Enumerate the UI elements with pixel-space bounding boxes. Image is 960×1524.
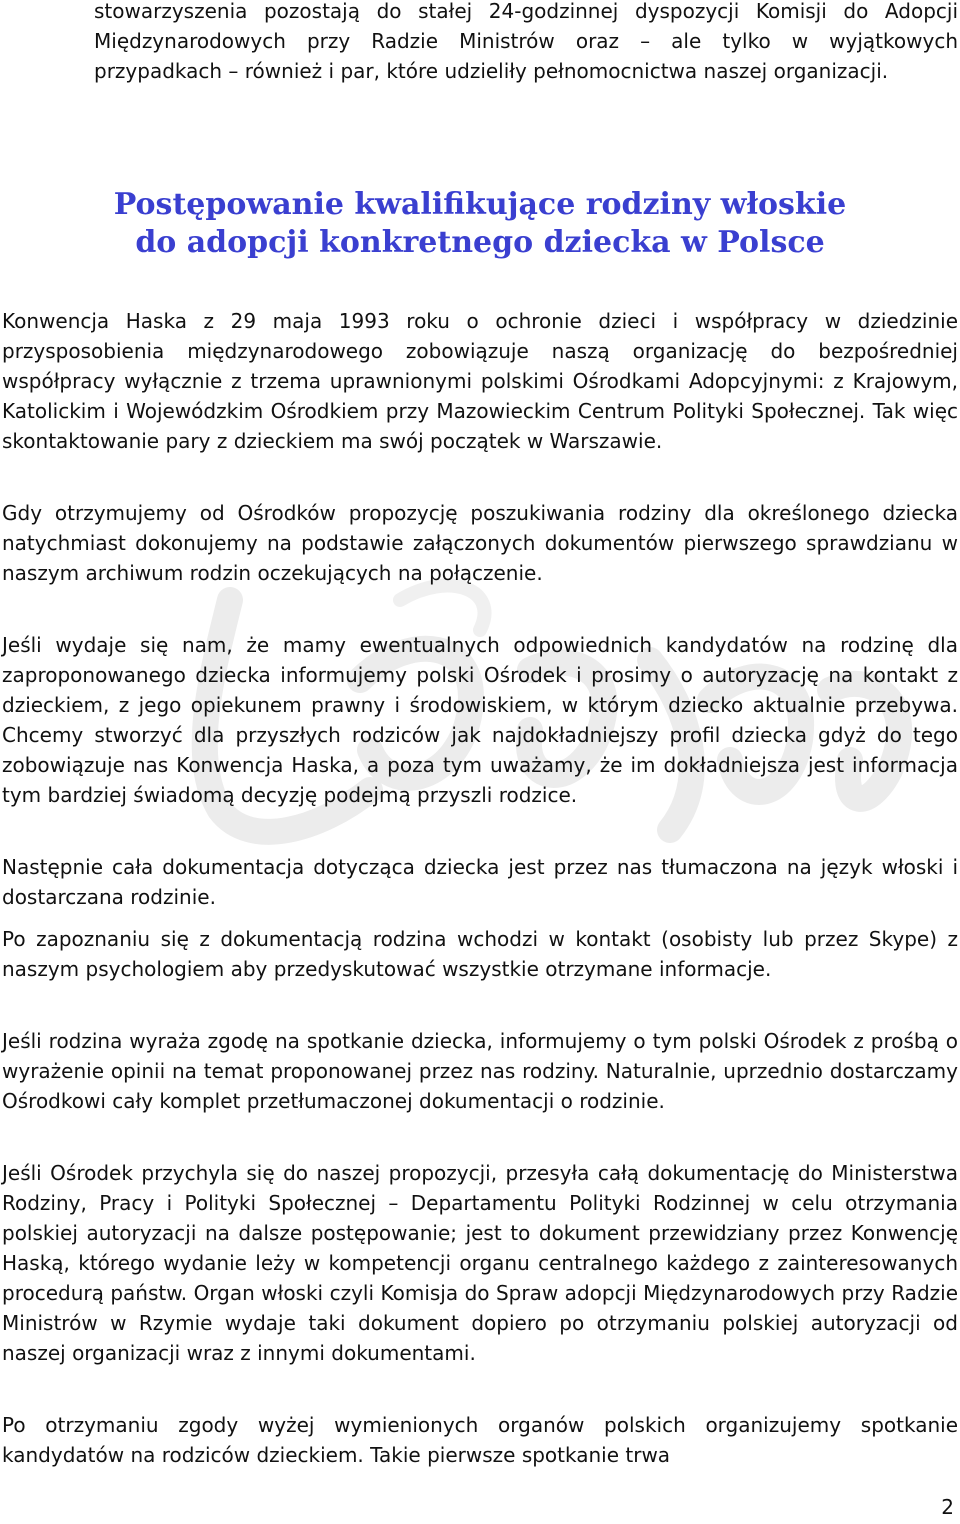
paragraph-6: Jeśli rodzina wyraża zgodę na spotkanie dziecka, informujemy o tym polski Ośrodek z prośbą o wyrażenie opinii na temat proponowanej przez nas rodziny. Naturalnie, uprzednio dostarczamy Ośrodkowi cały komplet przetłumaczonej dokumentacji o rodzinie. — [2, 1029, 958, 1113]
paragraph-2: Gdy otrzymujemy od Ośrodków propozycję poszukiwania rodziny dla określonego dziecka natychmiast dokonujemy na podstawie załączonych dokumentów pierwszego sprawdzianu w naszym archiwum rodzin oczekujących na połączenie. — [2, 501, 958, 585]
paragraph-8: Po otrzymaniu zgody wyżej wymienionych organów polskich organizujemy spotkanie kandydatów na rodziców dzieckiem. Takie pierwsze spotkanie trwa — [2, 1413, 958, 1467]
intro-paragraph: stowarzyszenia pozostają do stałej 24-godzinnej dyspozycji Komisji do Adopcji Międzynarodowych przy Radzie Ministrów oraz – ale tylko w wyjątkowych przypadkach – również i par, które udzieliły pełnomocnictwa naszej organizacji. — [94, 0, 958, 83]
paragraph-7: Jeśli Ośrodek przychyla się do naszej propozycji, przesyła całą dokumentację do Ministerstwa Rodziny, Pracy i Polityki Społecznej – Departamentu Polityki Rodzinnej w celu otrzymania polskiej autoryzacji na dalsze postępowanie; jest to dokument przewidziany przez Konwencję Haską, którego wydanie leży w kompetencji organu centralnego każdego z zainteresowanych procedurą państw. Organ włoski czyli Komisja do Spraw adopcji Międzynarodowych przy Radzie Ministrów w Rzymie wydaje taki dokument dopiero po otrzymaniu polskiej autoryzacji od naszej organizacji wraz z innymi dokumentami. — [2, 1161, 958, 1365]
paragraph-1: Konwencja Haska z 29 maja 1993 roku o ochronie dzieci i współpracy w dziedzinie przysposobienia międzynarodowego zobowiązuje naszą organizację do bezpośredniej współpracy wyłącznie z trzema uprawnionymi polskimi Ośrodkami Adopcyjnymi: z Krajowym, Katolickim i Wojewódzkim Ośrodkiem przy Mazowieckim Centrum Polityki Społecznej. Tak więc skontaktowanie pary z dzieckiem ma swój początek w Warszawie. — [2, 309, 958, 453]
paragraph-3: Jeśli wydaje się nam, że mamy ewentualnych odpowiednich kandydatów na rodzinę dla zaproponowanego dziecka informujemy polski Ośrodek i prosimy o autoryzację na kontakt z dzieckiem, z jego opiekunem prawny i środowiskiem, w którym dziecko aktualnie przebywa. Chcemy stworzyć dla przyszłych rodziców jak najdokładniejszy profil dziecka gdyż do tego zobowiązuje nas Konwencja Haska, a poza tym uważamy, że im dokładniejsza jest informacja tym bardziej świadomą decyzję podejmą przyszli rodzice. — [2, 633, 958, 807]
paragraph-5: Po zapoznaniu się z dokumentacją rodzina wchodzi w kontakt (osobisty lub przez Skype) z naszym psychologiem aby przedyskutować wszystkie otrzymane informacje. — [2, 927, 958, 981]
heading-line-2: do adopcji konkretnego dziecka w Polsce — [135, 225, 825, 260]
section-heading — [60, 186, 900, 262]
page-number: 2 — [941, 1495, 954, 1519]
heading-line-1: Postępowanie kwalifikujące rodziny włoskie — [113, 187, 847, 222]
paragraph-4: Następnie cała dokumentacja dotycząca dziecka jest przez nas tłumaczona na język włoski i dostarczana rodzinie. — [2, 855, 958, 909]
